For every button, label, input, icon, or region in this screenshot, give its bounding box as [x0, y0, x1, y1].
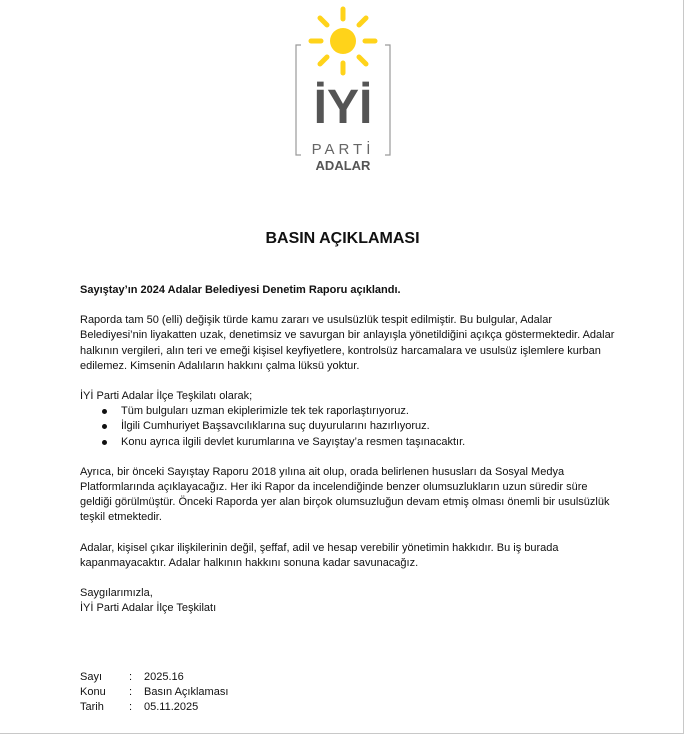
list-intro: İYİ Parti Adalar İlçe Teşkilatı olarak; — [80, 390, 253, 403]
paragraph-2: Ayrıca, bir önceki Sayıştay Raporu 2018 yılına ait olup, orada belirlenen hususları da Sosyal Medya Platformlarında açıklayacağız. Her iki Rapor da incelendiğinde benzer olumsuzlukların uzun süredir süre geldiği görülmüştür. Önceki Raporda yer alan birçok olumsuzluğun devam etmiş olması önemli bir usulsüzlük teşkil etmektedir. — [80, 465, 610, 524]
meta-row-date — [80, 700, 228, 715]
list-item: Konu ayrıca ilgili devlet kurumlarına ve Sayıştay’a resmen taşınacaktır. — [80, 435, 620, 450]
meta-value: Basın Açıklaması — [144, 686, 229, 699]
logo-district-text: ADALAR — [315, 158, 371, 173]
paragraph-3: Adalar, kişisel çıkar ilişkilerinin değil, şeffaf, adil ve hesap verebilir yönetimin hakkıdır. Bu iş burada kapanmayacaktır. Adalar halkının hakkını sonuna kadar savunacağız. — [80, 541, 559, 569]
closing-salutation: Saygılarımızla, — [80, 587, 153, 600]
meta-row-subject — [80, 685, 228, 700]
list-item: Tüm bulguları uzman ekiplerimizle tek tek raporlaştırıyoruz. — [80, 404, 620, 419]
meta-label: Konu — [80, 686, 106, 699]
meta-value: 2025.16 — [144, 671, 184, 683]
document-title: BASIN AÇIKLAMASI — [265, 230, 420, 247]
meta-row-number — [80, 670, 228, 685]
action-list — [80, 404, 620, 450]
lead-sentence: Sayıştay’ın 2024 Adalar Belediyesi Denetim Raporu açıklandı. — [80, 284, 401, 296]
meta-label: Tarih — [80, 701, 104, 714]
list-item: İlgili Cumhuriyet Başsavcılıklarına suç duyurularını hazırlıyoruz. — [80, 419, 620, 434]
logo-party-text: PARTİ — [311, 141, 375, 158]
document-meta — [80, 670, 228, 716]
document-body — [80, 283, 620, 616]
logo-brand-text: İYİ — [313, 81, 373, 134]
signature: İYİ Parti Adalar İlçe Teşkilatı — [80, 602, 217, 615]
meta-label: Sayı — [80, 671, 103, 683]
meta-separator: : — [129, 701, 133, 714]
meta-separator: : — [129, 671, 133, 683]
meta-value: 05.11.2025 — [144, 701, 199, 714]
meta-separator: : — [129, 686, 133, 699]
party-logo — [294, 5, 392, 175]
paragraph-1: Raporda tam 50 (elli) değişik türde kamu zararı ve usulsüzlük tespit edilmiştir. Bu bulgular, Adalar Belediyesi’nin liyakatten uzak, denetimsiz ve savurgan bir anlayışla yönetildiğini açıkça göstermektedir. Adalar halkının vergileri, alın teri ve emeği kişisel keyfiyetlere, kontrolsüz harcamalara ve usulsüz işlemlere kurban edilemez. Kimsenin Adalıların hakkını çalma lüksü yoktur. — [80, 314, 615, 372]
